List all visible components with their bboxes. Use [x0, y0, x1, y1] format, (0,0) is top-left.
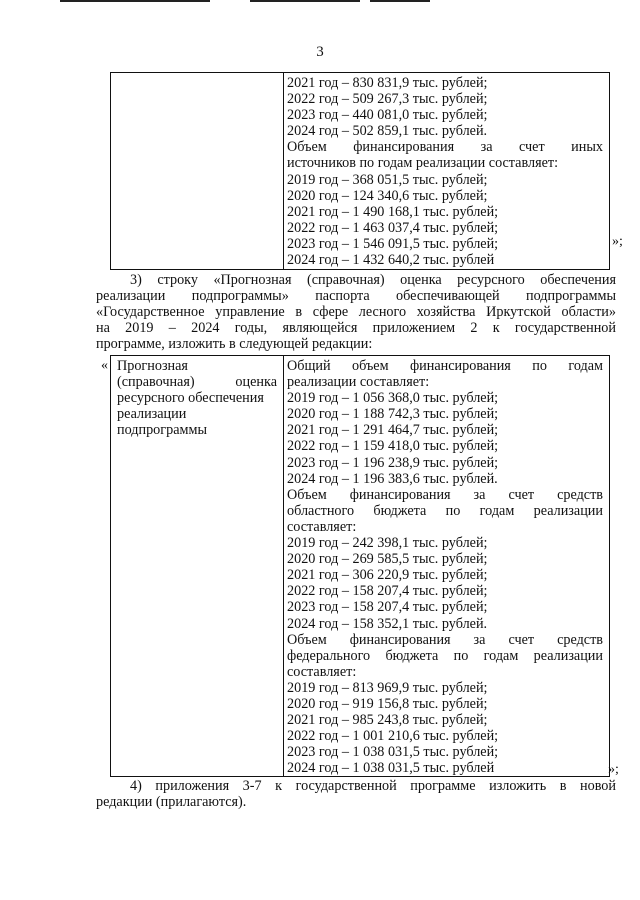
table2-line: 2020 год – 269 585,5 тыс. рублей; — [287, 551, 488, 568]
table2-line: 2021 год – 306 220,9 тыс. рублей; — [287, 567, 488, 584]
paragraph-line: «Государственное управление в сфере лесного хозяйства Иркутской области» — [96, 304, 616, 321]
closing-quote: »; — [608, 762, 619, 777]
paragraph-line: реализации подпрограммы» паспорта обеспечивающей подпрограммы — [96, 288, 616, 305]
table2-line: 2024 год – 1 196 383,6 тыс. рублей. — [287, 470, 498, 487]
table2-line: 2022 год – 158 207,4 тыс. рублей; — [287, 583, 488, 600]
table2-line: 2021 год – 1 291 464,7 тыс. рублей; — [287, 422, 499, 439]
table1-line: 2022 год – 509 267,3 тыс. рублей; — [287, 91, 488, 108]
table2-left-line: подпрограммы — [117, 422, 207, 439]
table1-line: 2024 год – 502 859,1 тыс. рублей. — [287, 123, 488, 140]
page-number: 3 — [316, 44, 324, 60]
table2-line: 2022 год – 1 001 210,6 тыс. рублей; — [287, 728, 499, 745]
table1-line: 2021 год – 830 831,9 тыс. рублей; — [287, 75, 488, 91]
table2-line: 2023 год – 158 207,4 тыс. рублей; — [287, 599, 488, 616]
paragraph-line: редакции (прилагаются). — [96, 794, 247, 811]
paragraph-line: 4) приложения 3-7 к государственной программе изложить в новой — [130, 778, 616, 794]
scan-edge-mark — [250, 0, 360, 2]
table-column-divider — [283, 73, 284, 269]
table1-line: 2019 год – 368 051,5 тыс. рублей; — [287, 171, 488, 188]
table2-line: 2019 год – 242 398,1 тыс. рублей; — [287, 535, 488, 552]
table2-line: 2024 год – 158 352,1 тыс. рублей. — [287, 615, 488, 632]
table1-line: 2023 год – 440 081,0 тыс. рублей; — [287, 107, 488, 124]
paragraph-3 — [96, 272, 616, 352]
table2-line: составляет: — [287, 663, 357, 680]
paragraph-line: программе, изложить в следующей редакции: — [96, 336, 373, 353]
table2-line: реализации составляет: — [287, 374, 430, 391]
closing-quote: »; — [612, 234, 623, 249]
table2-left-line: ресурсного обеспечения — [117, 390, 264, 407]
table2-line: составляет: — [287, 518, 357, 535]
table2-left-line: реализации — [117, 406, 187, 423]
paragraph-line: 3) строку «Прогнозная (справочная) оценка ресурсного обеспечения — [130, 272, 616, 288]
table2-line: 2024 год – 1 038 031,5 тыс. рублей — [287, 760, 495, 777]
table1-line: источников по годам реализации составляет: — [287, 155, 559, 172]
paragraph-4 — [96, 778, 616, 810]
table2-line: Объем финансирования за счет средств — [287, 486, 603, 503]
table1-line: 2022 год – 1 463 037,4 тыс. рублей; — [287, 219, 499, 236]
opening-quote: « — [101, 358, 108, 373]
table2-line: 2019 год – 813 969,9 тыс. рублей; — [287, 679, 488, 696]
table1-line: 2023 год – 1 546 091,5 тыс. рублей; — [287, 235, 499, 252]
table2-line: 2020 год – 919 156,8 тыс. рублей; — [287, 695, 488, 712]
table2-line: 2022 год – 1 159 418,0 тыс. рублей; — [287, 438, 499, 455]
table2-line: Общий объем финансирования по годам — [287, 358, 603, 374]
table1-line: 2021 год – 1 490 168,1 тыс. рублей; — [287, 203, 499, 220]
table1-line: Объем финансирования за счет иных — [287, 139, 603, 156]
table2-line: 2023 год – 1 038 031,5 тыс. рублей; — [287, 744, 499, 761]
table2-line: 2023 год – 1 196 238,9 тыс. рублей; — [287, 454, 499, 471]
table1-line: 2020 год – 124 340,6 тыс. рублей; — [287, 187, 488, 204]
table2-line: 2020 год – 1 188 742,3 тыс. рублей; — [287, 406, 499, 423]
table2-left-line: (справочная) оценка — [117, 374, 277, 391]
table1-line: 2024 год – 1 432 640,2 тыс. рублей — [287, 252, 495, 269]
table1-right-cell — [287, 75, 603, 268]
table2-line: 2019 год – 1 056 368,0 тыс. рублей; — [287, 390, 499, 407]
table2-line: Объем финансирования за счет средств — [287, 631, 603, 648]
table2-right-cell — [287, 358, 603, 776]
table2-left-line: Прогнозная — [117, 358, 188, 374]
table2-line: федерального бюджета по годам реализации — [287, 647, 603, 664]
table2-line: 2021 год – 985 243,8 тыс. рублей; — [287, 712, 488, 729]
scan-edge-mark — [60, 0, 210, 2]
table2-line: областного бюджета по годам реализации — [287, 502, 603, 519]
table-column-divider — [283, 356, 284, 776]
table2-left-cell — [117, 358, 277, 438]
scan-edge-mark — [370, 0, 430, 2]
paragraph-line: на 2019 – 2024 годы, являющейся приложением 2 к государственной — [96, 320, 616, 337]
